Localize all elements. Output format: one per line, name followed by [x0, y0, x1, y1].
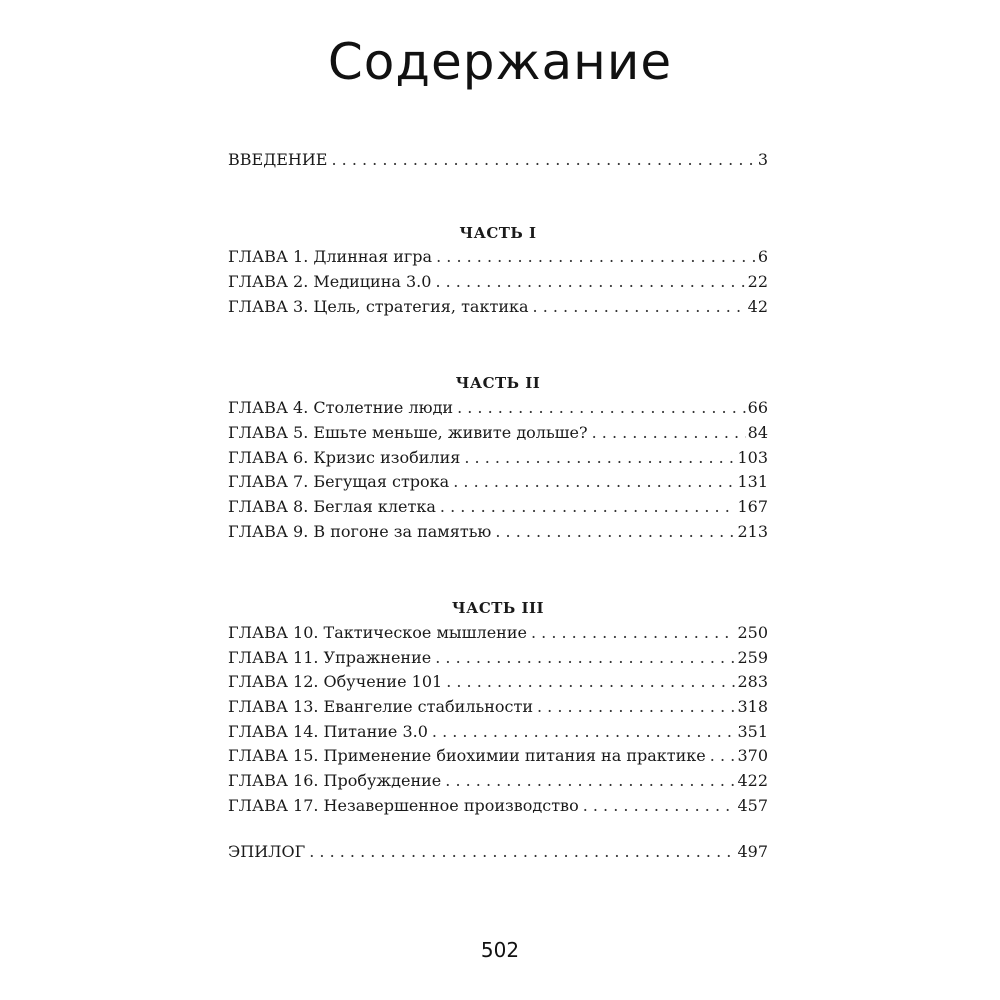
- toc-entry-chapter-10: [228, 621, 768, 646]
- toc-entry-page: 422: [737, 771, 768, 791]
- dot-leader: [457, 396, 746, 421]
- part-heading-1: ЧАСТЬ I: [459, 223, 537, 242]
- dot-leader: [531, 621, 735, 646]
- toc-entry-page: 84: [747, 422, 768, 442]
- toc-entry-page: 283: [737, 672, 768, 692]
- dot-leader: [495, 520, 735, 545]
- dot-leader: [432, 720, 736, 745]
- toc-entry-chapter-14: [228, 720, 768, 745]
- toc-entry-page: 497: [737, 842, 768, 862]
- toc-entry-chapter-5: [228, 421, 768, 446]
- toc-entry-page: 457: [737, 795, 768, 815]
- toc-entry-page: 213: [737, 521, 768, 541]
- toc-entry-intro: [228, 148, 768, 173]
- toc-entry-label: ГЛАВА 13. Евангелие стабильности: [228, 697, 533, 716]
- toc-entry-label: ВВЕДЕНИЕ: [228, 150, 328, 169]
- toc-entry-chapter-15: [228, 744, 768, 769]
- dot-leader: [436, 245, 756, 270]
- dot-leader: [592, 421, 746, 446]
- toc-entry-chapter-9: [228, 520, 768, 545]
- dot-leader: [533, 295, 746, 320]
- toc-entry-label: ГЛАВА 17. Незавершенное производство: [228, 795, 579, 815]
- toc-entry-chapter-8: [228, 495, 768, 520]
- toc-entry-page: 131: [737, 472, 768, 492]
- dot-leader: [440, 495, 736, 520]
- toc-entry-page: 370: [737, 746, 768, 766]
- toc-entry-chapter-12: [228, 670, 768, 695]
- table-of-contents: [228, 148, 768, 865]
- toc-entry-chapter-13: [228, 695, 768, 720]
- toc-entry-label: ГЛАВА 8. Беглая клетка: [228, 496, 436, 516]
- toc-entry-page: 318: [737, 697, 768, 716]
- toc-entry-page: 42: [747, 296, 768, 316]
- dot-leader: [710, 744, 736, 769]
- toc-entry-label: ГЛАВА 1. Длинная игра: [228, 247, 433, 267]
- dot-leader: [537, 695, 735, 720]
- dot-leader: [435, 646, 735, 671]
- toc-entry-label: ГЛАВА 9. В погоне за памятью: [228, 521, 492, 541]
- toc-entry-page: 250: [737, 622, 768, 642]
- dot-leader: [583, 794, 736, 819]
- toc-entry-chapter-16: [228, 769, 768, 794]
- toc-entry-page: 103: [737, 447, 768, 467]
- toc-entry-label: ГЛАВА 5. Ешьте меньше, живите дольше?: [228, 422, 588, 442]
- page-number: 502: [480, 938, 520, 962]
- toc-entry-label: ГЛАВА 11. Упражнение: [228, 647, 432, 667]
- dot-leader: [445, 769, 735, 794]
- toc-entry-chapter-17: [228, 794, 768, 819]
- dot-leader: [309, 840, 735, 865]
- toc-entry-chapter-4: [228, 396, 768, 421]
- toc-entry-label: ГЛАВА 16. Пробуждение: [228, 771, 442, 791]
- toc-entry-page: 22: [747, 272, 768, 292]
- toc-entry-page: 3: [757, 150, 768, 169]
- toc-entry-label: ГЛАВА 15. Применение биохимии питания на практике: [228, 746, 706, 766]
- toc-entry-epilog: [228, 840, 768, 865]
- toc-entry-page: 351: [737, 721, 768, 741]
- toc-entry-label: ГЛАВА 4. Столетние люди: [228, 398, 454, 418]
- toc-entry-label: ГЛАВА 10. Тактическое мышление: [228, 622, 527, 642]
- dot-leader: [446, 670, 735, 695]
- toc-entry-chapter-3: [228, 295, 768, 320]
- dot-leader: [453, 470, 735, 495]
- toc-entry-chapter-7: [228, 470, 768, 495]
- toc-entry-chapter-1: [228, 245, 768, 270]
- toc-entry-label: ГЛАВА 14. Питание 3.0: [228, 721, 428, 741]
- toc-entry-label: ГЛАВА 12. Обучение 101: [228, 672, 443, 692]
- toc-entry-page: 167: [737, 496, 768, 516]
- dot-leader: [435, 270, 745, 295]
- toc-entry-chapter-2: [228, 270, 768, 295]
- toc-entry-page: 66: [747, 398, 768, 418]
- toc-entry-chapter-11: [228, 646, 768, 671]
- toc-entry-label: ГЛАВА 6. Кризис изобилия: [228, 447, 461, 467]
- toc-entry-label: ГЛАВА 7. Бегущая строка: [228, 472, 450, 492]
- part-heading-2: ЧАСТЬ II: [455, 374, 541, 393]
- dot-leader: [464, 446, 735, 471]
- dot-leader: [331, 148, 755, 173]
- toc-entry-label: ГЛАВА 2. Медицина 3.0: [228, 272, 432, 292]
- toc-entry-label: ЭПИЛОГ: [228, 842, 306, 862]
- part-heading-3: ЧАСТЬ III: [451, 599, 545, 618]
- toc-entry-label: ГЛАВА 3. Цель, стратегия, тактика: [228, 296, 529, 316]
- toc-entry-page: 6: [757, 247, 768, 267]
- toc-entry-chapter-6: [228, 446, 768, 471]
- page-title: Содержание: [327, 33, 673, 91]
- toc-entry-page: 259: [737, 647, 768, 667]
